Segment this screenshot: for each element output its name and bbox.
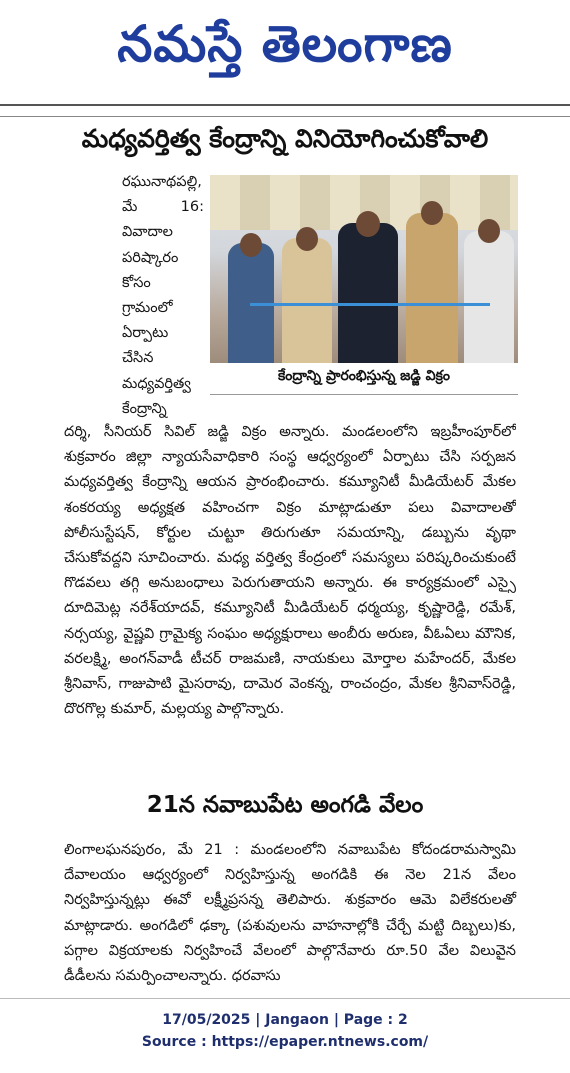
article2-body-text: లింగాలఘనపురం, మే 21 : మండలంలోని నవాబుపేట కోదండరామస్వామి దేవాలయం ఆధ్వర్యంలో నిర్వహిస్తున్న అంగడికి ఈ నెల 21న వేలం నిర్వహిస్తున్నట్లు ఈవో లక్ష్మీప్రసన్న తెలిపారు. శుక్రవారం ఆమె విలేకరులతో మాట్లాడారు. అంగడిలో ఢక్కా (పశువులను వాహనాల్లోకి చేర్చే మట్టి దిబ్బలు)కు, పగ్గాల విక్రయాలకు నిర్వహించే వేలంలో పాల్గొనేవారు రూ.50 వేల విలువైన డీడీలను సమర్పించాలన్నారు. ధరవాసు: [64, 842, 516, 985]
article-headline: మధ్యవర్తిత్వ కేంద్రాన్ని వినియోగించుకోవాలి: [81, 124, 489, 153]
article-lead-column: [122, 170, 204, 422]
article-body: [64, 420, 516, 777]
masthead-divider: [0, 104, 570, 106]
article2-body: [64, 838, 516, 989]
person-figure: [282, 238, 332, 363]
person-figure: [464, 231, 514, 363]
source-line: Source : https://epaper.ntnews.com/: [141, 1034, 429, 1050]
article-body-text: దర్శి, సీనియర్ సివిల్ జడ్జి విక్రం అన్నారు. మండలంలోని ఇబ్రహీంపూర్‌లో శుక్రవారం జిల్లా న్యాయసేవాధికారి సంస్థ ఆధ్వర్యంలో ఏర్పాటు చేసి సర్పజన మధ్యవర్తిత్వ కేంద్రాన్ని ఆయన ప్రారంభించారు. కమ్యూనిటీ మీడియేటర్ మేకల శంకరయ్య అధ్యక్షత వహించగా విక్రం మాట్లాడుతూ పలు వివాదాలతో పోలీసుస్టేషన్, కోర్టుల చుట్టూ తిరుగుతూ సమయాన్ని, డబ్బును వృథా చేసుకోవద్దని సూచించారు. మధ్య వర్తిత్వ కేంద్రంలో సమస్యలు పరిష్కరించుకుంటే గొడవలు తగ్గి అనుబంధాలు పెరుగుతాయని అన్నారు. ఈ కార్యక్రమంలో ఎస్సై దూదిమెట్ల నరేశ్‌యాదవ్, కమ్యూనిటీ మీడియేటర్ ధర్మయ్య, కృష్ణారెడ్డి, రమేశ్, నర్సయ్య, వైష్ణవి గ్రామైక్య సంఘం అధ్యక్షురాలు అంబీరు అరుణ, వీఓఏలు మౌనిక, వరలక్ష్మి, అంగన్‌వాడీ టీచర్ రాజమణి, నాయకులు మోర్తాల మహేందర్, మేకల శ్రీనివాస్, గాజుపాటి మైసరావు, దామెర వెంకన్న, రాంచంద్రం, మేకల శ్రీనివాస్‌రెడ్డి, దొరగొల్ల కుమార్, మల్లయ్య పాల్గొన్నారు.: [64, 424, 516, 718]
police-figure: [406, 213, 458, 363]
newspaper-title: నమస్తే తెలంగాణ: [117, 14, 453, 73]
article2-headline: 21న నవాబుపేట అంగడి వేలం: [146, 792, 424, 818]
edition-line: 17/05/2025 | Jangaon | Page : 2: [162, 1012, 408, 1028]
article2-clip: [0, 820, 570, 995]
caption-divider: [210, 394, 518, 395]
article-photo: [210, 175, 518, 363]
masthead: [0, 0, 570, 100]
person-head: [240, 233, 262, 257]
masthead-subdivider: [0, 116, 570, 117]
article-lead: రఘునాథపల్లి, మే 16: వివాదాల పరిష్కారం కోసం గ్రామంలో ఏర్పాటు చేసిన మధ్యవర్తిత్వ కేంద్రాన్ని: [122, 174, 204, 417]
person-head: [421, 201, 443, 225]
person-head: [478, 219, 500, 243]
judge-figure: [338, 223, 398, 363]
footer-divider: [0, 998, 570, 999]
person-head: [356, 211, 380, 237]
person-head: [296, 227, 318, 251]
ribbon: [250, 303, 490, 306]
photo-caption: కేంద్రాన్ని ప్రారంభిస్తున్న జడ్జి విక్రం: [278, 368, 450, 384]
